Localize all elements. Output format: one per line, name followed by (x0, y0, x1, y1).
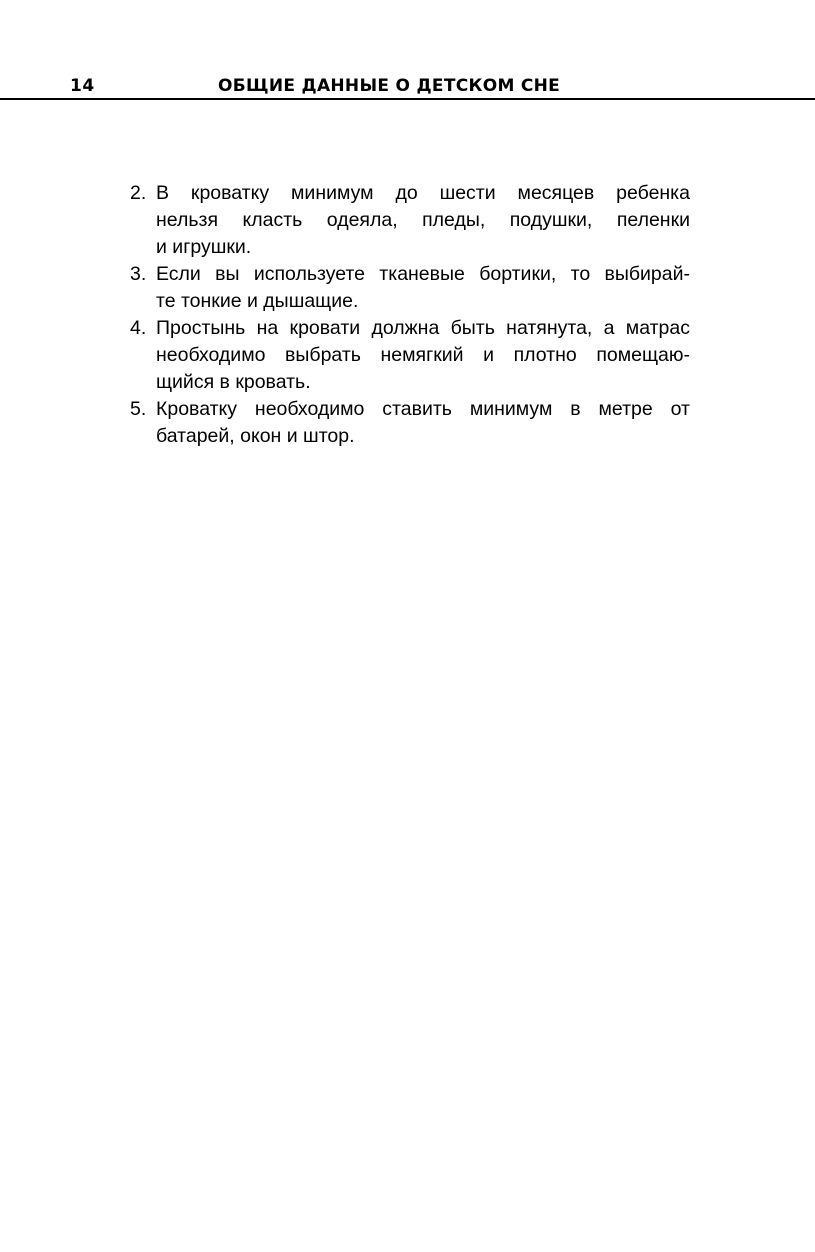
list-item-number: 5. (130, 398, 147, 420)
safety-rules-list (130, 180, 690, 450)
text-line: Кроватку необходимо ставить минимум в метре от (156, 398, 690, 420)
page-number: 14 (70, 76, 95, 96)
list-item-text (156, 180, 690, 261)
list-item (130, 261, 690, 315)
text-line: необходимо выбрать немягкий и плотно помещаю- (156, 344, 690, 366)
list-item-text (156, 261, 690, 315)
list-item (130, 180, 690, 261)
running-head (0, 74, 815, 98)
text-line: щийся в кровать. (156, 371, 311, 393)
text-line: те тонкие и дышащие. (156, 290, 359, 312)
header-rule (0, 98, 815, 100)
text-line: Если вы используете тканевые бортики, то выбирай- (156, 263, 690, 285)
list-item-number: 2. (130, 182, 147, 204)
text-line: Простынь на кровати должна быть натянута, а матрас (156, 317, 690, 339)
text-line: и игрушки. (156, 236, 252, 258)
text-line: нельзя класть одеяла, пледы, подушки, пеленки (156, 209, 690, 231)
text-line: В кроватку минимум до шести месяцев ребенка (156, 182, 690, 204)
text-line: батарей, окон и штор. (156, 425, 355, 447)
list-item-text (156, 396, 690, 450)
list-item (130, 396, 690, 450)
list-item-number: 3. (130, 263, 147, 285)
chapter-title: ОБЩИЕ ДАННЫЕ О ДЕТСКОМ СНЕ (218, 76, 561, 96)
list-item (130, 315, 690, 396)
list-item-text (156, 315, 690, 396)
list-item-number: 4. (130, 317, 147, 339)
